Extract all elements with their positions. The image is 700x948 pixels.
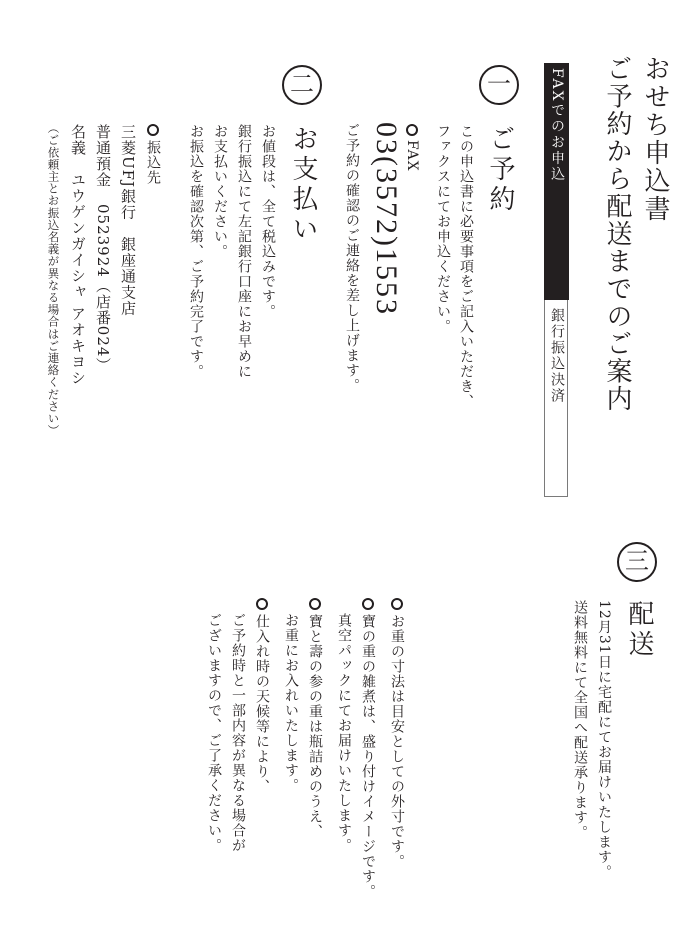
bank-label: 振込先	[145, 140, 161, 185]
section3-heading: 配送	[624, 600, 654, 660]
bullet-icon	[391, 598, 403, 610]
tab-fax-label: FAXでのお申込	[549, 68, 565, 183]
delivery-note-1: お重の寸法は目安としての外寸です。	[390, 598, 404, 869]
bullet-icon	[406, 124, 418, 136]
bank-note: （ご依頼主とお振込名義が異なる場合はご連絡ください）	[46, 122, 61, 437]
section3-number-mark: 三	[617, 542, 657, 582]
tab-fax-order	[544, 63, 569, 300]
page-title-line2: ご予約から配送までのご案内	[602, 55, 632, 413]
section1-number-mark: 一	[479, 65, 519, 105]
bank-line2: 普通預金 0523924（店番024）	[94, 124, 112, 374]
bullet-icon	[147, 124, 159, 136]
tab-bank-label: 銀行振込決済	[549, 308, 565, 404]
delivery-note-2-line2: 真空パックにてお届けいたします。	[336, 613, 352, 853]
section1-heading: ご予約	[485, 125, 515, 215]
fax-label-row	[405, 124, 419, 172]
bank-line3: 名義 ユウゲンガイシャ アオキヨシ	[69, 124, 87, 386]
page-title-line1: おせち申込書	[640, 55, 670, 223]
section2-heading: お支払い	[288, 125, 318, 245]
section2-text1: お値段は、全て税込みです。	[260, 124, 276, 319]
tab-bank-transfer	[544, 300, 568, 497]
section1-note: ご予約の確認のご連絡を差し上げます。	[344, 123, 360, 393]
bank-label-row	[146, 124, 160, 185]
section2-text4: お振込を確認次第、ご予約完了です。	[188, 124, 204, 379]
section2-number-mark: 二	[282, 65, 322, 105]
section3-text1: 12月31日に宅配にてお届けいたします。	[596, 600, 612, 880]
delivery-note-2: 寶の重の雑煮は、盛り付けイメージです。	[361, 598, 375, 899]
bullet-icon	[362, 598, 374, 610]
delivery-note-4-line2: ご予約時と一部内容が異なる場合が	[230, 613, 246, 853]
section2-text2: 銀行振込にて左記銀行口座にお早めに	[236, 124, 252, 379]
fax-label: FAX	[404, 140, 420, 172]
section1-text1: この申込書に必要事項をご記入いただき、	[458, 124, 474, 409]
delivery-note-4: 仕入れ時の天候等により、	[255, 598, 269, 794]
section3-text2: 送料無料にて全国へ配送承ります。	[572, 600, 588, 840]
bullet-icon	[309, 598, 321, 610]
bullet-icon	[256, 598, 268, 610]
delivery-note-3: 寶と壽の参の重は瓶詰めのうえ、	[308, 598, 322, 839]
bank-line1: 三菱UFJ銀行 銀座通支店	[119, 124, 137, 317]
section2-text3: お支払いください。	[212, 124, 228, 259]
section1-text2: ファクスにてお申込ください。	[435, 124, 451, 334]
fax-number: 03(3572)1553	[370, 122, 403, 316]
delivery-note-4-line3: ございますので、ご了承ください。	[206, 613, 222, 853]
delivery-note-3-line2: お重にお入れいたします。	[283, 613, 299, 793]
